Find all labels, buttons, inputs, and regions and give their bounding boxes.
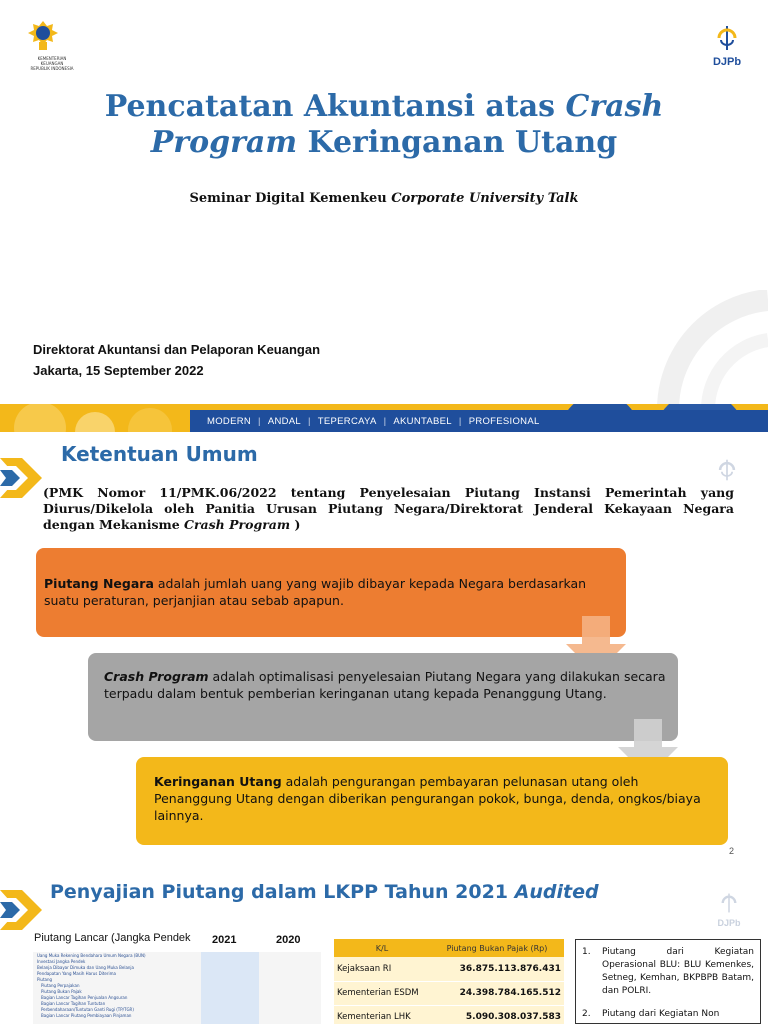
kl-value: 24.398.784.165.512 (430, 981, 564, 1005)
term: Keringanan Utang (154, 774, 282, 789)
djpb-logo-label: DJPb (717, 918, 741, 928)
page-number: 2 (728, 846, 734, 856)
motto-separator: | (308, 415, 311, 427)
motto-separator: | (258, 415, 261, 427)
table-row: Bagian Lancar Tagihan Tuntutan (41, 1001, 106, 1006)
djpb-logo (706, 24, 748, 70)
list-text: Piutang dari Kegiatan Operasional BLU: BLU Kemenkes, Setneg, Kemhan, BKPBPB Batam, dan POLRI. (602, 947, 754, 996)
definition-crash-program (88, 653, 678, 741)
djpb-logo-icon (718, 892, 740, 914)
presentation-subtitle: Seminar Digital Kemenkeu Corporate University Talk (189, 191, 579, 206)
djpb-logo-label: DJPb (712, 56, 742, 68)
regulation-note: (PMK Nomor 11/PMK.06/2022 tentang Penyelesaian Piutang Instansi Pemerintah yang Diurus/Dikelola oleh Panitia Urusan Piutang Negara/Direktorat Jenderal Kekayaan Negara dengan Mekanisme Crash Program ) (43, 485, 734, 532)
table-row: Belanja Dibayar Dimuka dan Uang Muka Belanja (37, 965, 134, 970)
kemenkeu-logo (26, 20, 78, 71)
motto-item: MODERN (207, 415, 252, 427)
djpb-logo (712, 892, 746, 928)
piutang-bukan-pajak-table (334, 939, 564, 1024)
motto-item: TEPERCAYA (317, 415, 377, 427)
column-header: K/L (334, 939, 430, 957)
list-item (582, 1008, 754, 1021)
motto-item: AKUNTABEL (393, 415, 452, 427)
term: Crash Program (104, 669, 209, 684)
table-row (334, 957, 564, 981)
section-arrow-icon (0, 884, 44, 936)
motto-item: PROFESIONAL (468, 415, 540, 427)
table-row: Piutang Bukan Pajak (41, 989, 82, 994)
piutang-lancar-label: Piutang Lancar (Jangka Pendek (34, 932, 191, 944)
kemenkeu-emblem-icon (26, 20, 60, 52)
ketentuan-umum-slide (0, 432, 768, 864)
table-row (334, 1005, 564, 1024)
kemenkeu-logo-sub: REPUBLIK INDONESIA (30, 66, 74, 71)
definition: adalah optimalisasi penyelesaian Piutang Negara yang dilakukan secara terpadu dalam bentuk pemberian keringanan utang kepada Penanggung Utang. (104, 669, 666, 701)
title-slide (0, 0, 768, 432)
motto-bar (200, 410, 570, 432)
year-2020: 2020 (276, 934, 301, 946)
table-row: Piutang Perpajakan (41, 983, 80, 988)
table-row: Bagian Lancar Tagihan Penjualan Angsuran (41, 995, 128, 1000)
list-number: 2. (582, 1009, 591, 1019)
definition-piutang-negara (36, 548, 626, 637)
table-header-row (334, 939, 564, 957)
slide-title: Penyajian Piutang dalam LKPP Tahun 2021 Audited (50, 881, 599, 903)
table-row (334, 981, 564, 1005)
list-text: Piutang dari Kegiatan Non (602, 1009, 720, 1019)
motto-separator: | (383, 415, 387, 427)
kl-name: Kementerian ESDM (334, 981, 430, 1005)
definition: adalah jumlah uang yang wajib dibayar kepada Negara berdasarkan suatu peraturan, perjanjian atau sebab apapun. (44, 576, 587, 608)
organizer: Direktorat Akuntansi dan Pelaporan Keuangan (33, 342, 321, 357)
table-row: Perbendaharaan/Tuntutan Ganti Rugi (TP/TGR) (41, 1007, 134, 1012)
table-row: Investasi Jangka Pendek (37, 959, 86, 964)
motto-separator: | (458, 415, 462, 427)
kl-name: Kejaksaan RI (334, 957, 430, 981)
kl-value: 36.875.113.876.431 (430, 957, 564, 981)
kl-name: Kementerian LHK (334, 1005, 430, 1024)
list-number: 1. (582, 947, 591, 957)
list-item (582, 946, 754, 998)
notes-box (575, 939, 761, 1024)
djpb-logo-icon (715, 458, 739, 482)
table-row: Bagian Lancar Piutang Pembiayaan Pinjaman (41, 1013, 132, 1018)
definition: adalah pengurangan pembayaran pelunasan utang oleh Penanggung Utang dengan diberikan pengurangan pokok, bunga, denda, ongkos/biaya lainnya. (154, 774, 701, 823)
decorative-arcs (628, 290, 768, 410)
djpb-logo-icon (713, 24, 741, 52)
year-2021: 2021 (212, 934, 237, 946)
table-row: Piutang (37, 977, 53, 982)
table-row: Uang Muka Rekening Bendahara Umum Negara (BUN) (37, 953, 146, 958)
table-row: Pendapatan Yang Masih Harus Diterima (37, 971, 116, 976)
kemenkeu-logo-caption: KEMENTERIAN KEUANGAN (37, 56, 67, 66)
column-header: Piutang Bukan Pajak (Rp) (430, 939, 564, 957)
motto-item: ANDAL (267, 415, 301, 427)
definition-keringanan-utang (136, 757, 728, 845)
event-date: Jakarta, 15 September 2022 (33, 363, 204, 378)
term: Piutang Negara (44, 576, 154, 591)
section-arrow-icon (0, 452, 44, 504)
presentation-title: Pencatatan Akuntansi atas Crash Program Keringanan Utang (104, 89, 664, 160)
slide-title: Ketentuan Umum (61, 442, 258, 466)
penyajian-piutang-slide (0, 864, 768, 1024)
lkpp-excerpt-table (33, 952, 321, 1024)
kl-value: 5.090.308.037.583 (430, 1005, 564, 1024)
